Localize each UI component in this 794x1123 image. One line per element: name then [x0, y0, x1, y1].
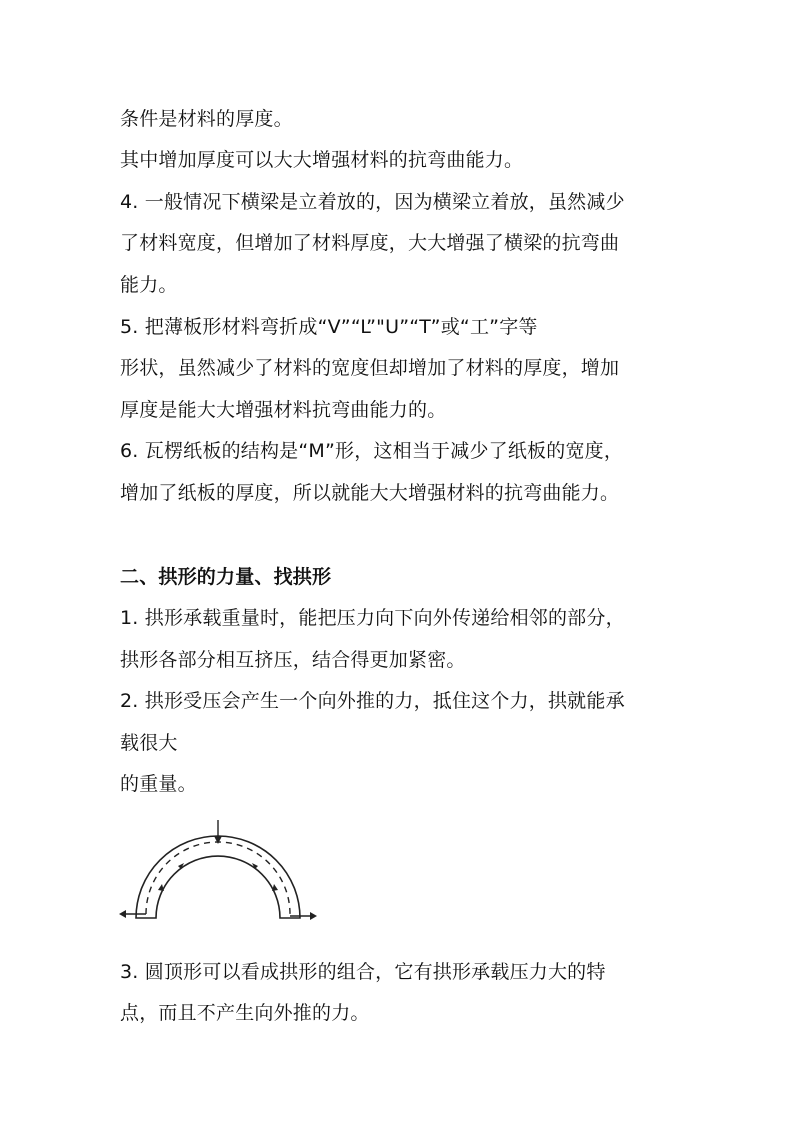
paragraph-line: 5. 把薄板形材料弯折成“V”“L”"U”“T”或“工”字等	[120, 316, 538, 338]
paragraph-line: 增加了纸板的厚度，所以就能大大增强材料的抗弯曲能力。	[120, 482, 620, 504]
paragraph-line: 点，而且不产生向外推的力。	[120, 1002, 370, 1024]
paragraph-line: 的重量。	[120, 773, 197, 795]
paragraph-line: 拱形各部分相互挤压，结合得更加紧密。	[120, 649, 466, 671]
paragraph-line: 2. 拱形受压会产生一个向外推的力，抵住这个力，拱就能承	[120, 690, 625, 712]
arch-diagram	[118, 818, 318, 926]
paragraph-line: 载很大	[120, 732, 178, 754]
paragraph-line: 条件是材料的厚度。	[120, 108, 293, 130]
paragraph-line: 形状，虽然减少了材料的宽度但却增加了材料的厚度，增加	[120, 357, 620, 379]
section-heading: 二、拱形的力量、找拱形	[120, 566, 332, 588]
paragraph-line: 了材料宽度，但增加了材料厚度，大大增强了横梁的抗弯曲	[120, 232, 620, 254]
arch-outline	[136, 836, 300, 918]
paragraph-line: 3. 圆顶形可以看成拱形的组合，它有拱形承载压力大的特	[120, 961, 606, 983]
paragraph-line: 1. 拱形承载重量时，能把压力向下向外传递给相邻的部分，	[120, 607, 625, 629]
paragraph-line: 4. 一般情况下横梁是立着放的，因为横梁立着放，虽然减少	[120, 191, 625, 213]
paragraph-line: 其中增加厚度可以大大增强材料的抗弯曲能力。	[120, 149, 524, 171]
paragraph-line: 能力。	[120, 274, 178, 296]
paragraph-line: 厚度是能大大增强材料抗弯曲能力的。	[120, 399, 447, 421]
paragraph-line: 6. 瓦楞纸板的结构是“M”形，这相当于减少了纸板的宽度，	[120, 440, 624, 462]
